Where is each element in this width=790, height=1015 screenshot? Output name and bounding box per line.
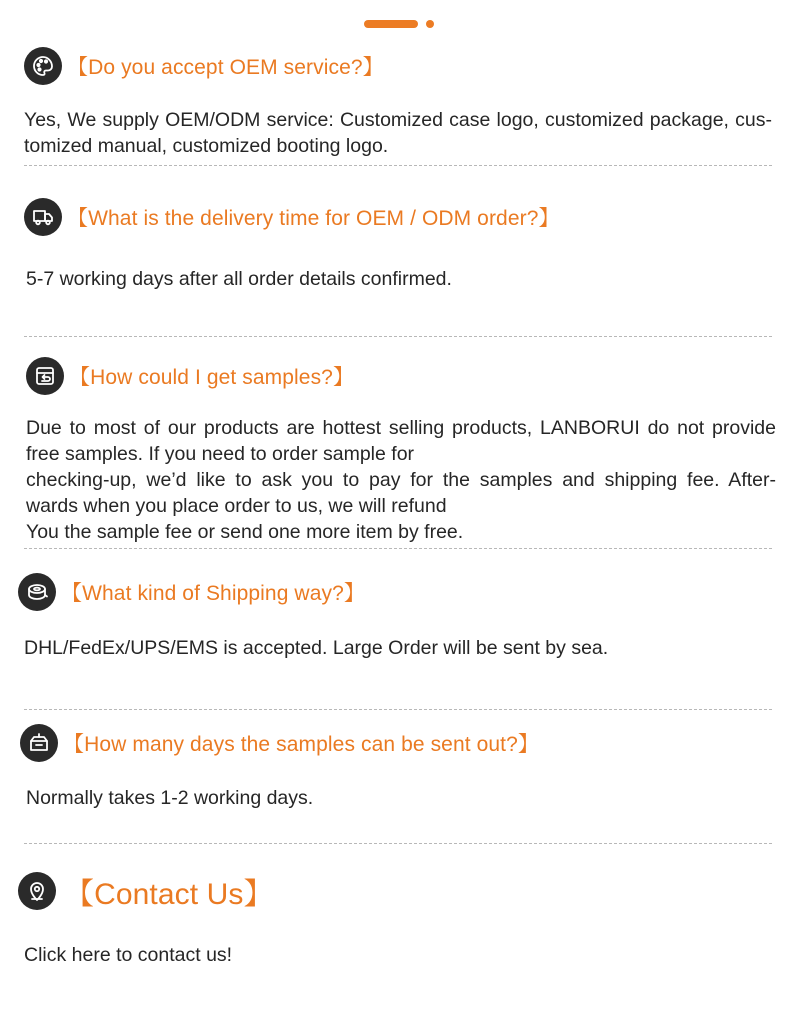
faq-heading-shipping xyxy=(18,573,365,611)
return-box-icon xyxy=(26,357,64,395)
section-divider xyxy=(24,709,772,710)
faq-heading-oem xyxy=(24,47,384,85)
answer-line: DHL/FedEx/UPS/EMS is accepted. Large Order will be sent by sea. xyxy=(24,637,609,659)
location-pin-icon xyxy=(18,872,56,910)
answer-line: Yes, We supply OEM/ODM service: Customized case logo, customized package, cus- xyxy=(24,109,772,131)
faq-answer-samples xyxy=(26,415,776,545)
answer-line: You the sample fee or send one more item by free. xyxy=(26,521,464,543)
decoration-bar xyxy=(364,20,418,28)
decoration-dot xyxy=(426,20,434,28)
answer-line: tomized manual, customized booting logo. xyxy=(24,135,389,157)
truck-icon xyxy=(24,198,62,236)
answer-line: checking-up, we’d like to ask you to pay for the samples and shipping fee. After- xyxy=(26,469,776,491)
tape-roll-icon xyxy=(18,573,56,611)
faq-heading-samples xyxy=(26,357,354,395)
answer-line: Normally takes 1-2 working days. xyxy=(26,787,314,809)
faq-question-title: 【What is the delivery time for OEM / ODM order?】 xyxy=(67,207,560,230)
answer-line: 5-7 working days after all order details confirmed. xyxy=(26,268,452,290)
answer-line: wards when you place order to us, we will refund xyxy=(26,495,447,517)
faq-question-title: 【How could I get samples?】 xyxy=(69,366,355,389)
contact-heading xyxy=(18,869,274,913)
top-decoration xyxy=(0,0,790,40)
package-box-icon xyxy=(20,724,58,762)
faq-answer-delivery xyxy=(26,266,452,292)
contact-link[interactable]: Click here to contact us! xyxy=(24,944,233,966)
answer-line: free samples. If you need to order sample for xyxy=(26,443,415,465)
palette-icon xyxy=(24,47,62,85)
faq-heading-sample-days xyxy=(20,724,539,762)
section-divider xyxy=(24,336,772,337)
faq-heading-delivery xyxy=(24,198,560,236)
faq-question-title: 【Do you accept OEM service?】 xyxy=(67,56,384,79)
contact-title: 【Contact Us】 xyxy=(64,878,274,911)
section-divider xyxy=(24,548,772,549)
section-divider xyxy=(24,843,772,844)
faq-answer-sample-days xyxy=(26,785,313,811)
faq-question-title: 【How many days the samples can be sent out?】 xyxy=(63,733,539,756)
faq-question-title: 【What kind of Shipping way?】 xyxy=(61,582,365,605)
faq-answer-shipping xyxy=(24,635,608,661)
faq-answer-oem xyxy=(24,107,772,159)
section-divider xyxy=(24,165,772,166)
contact-body xyxy=(24,942,232,968)
answer-line: Due to most of our products are hottest selling products, LANBORUI do not provide xyxy=(26,417,776,439)
